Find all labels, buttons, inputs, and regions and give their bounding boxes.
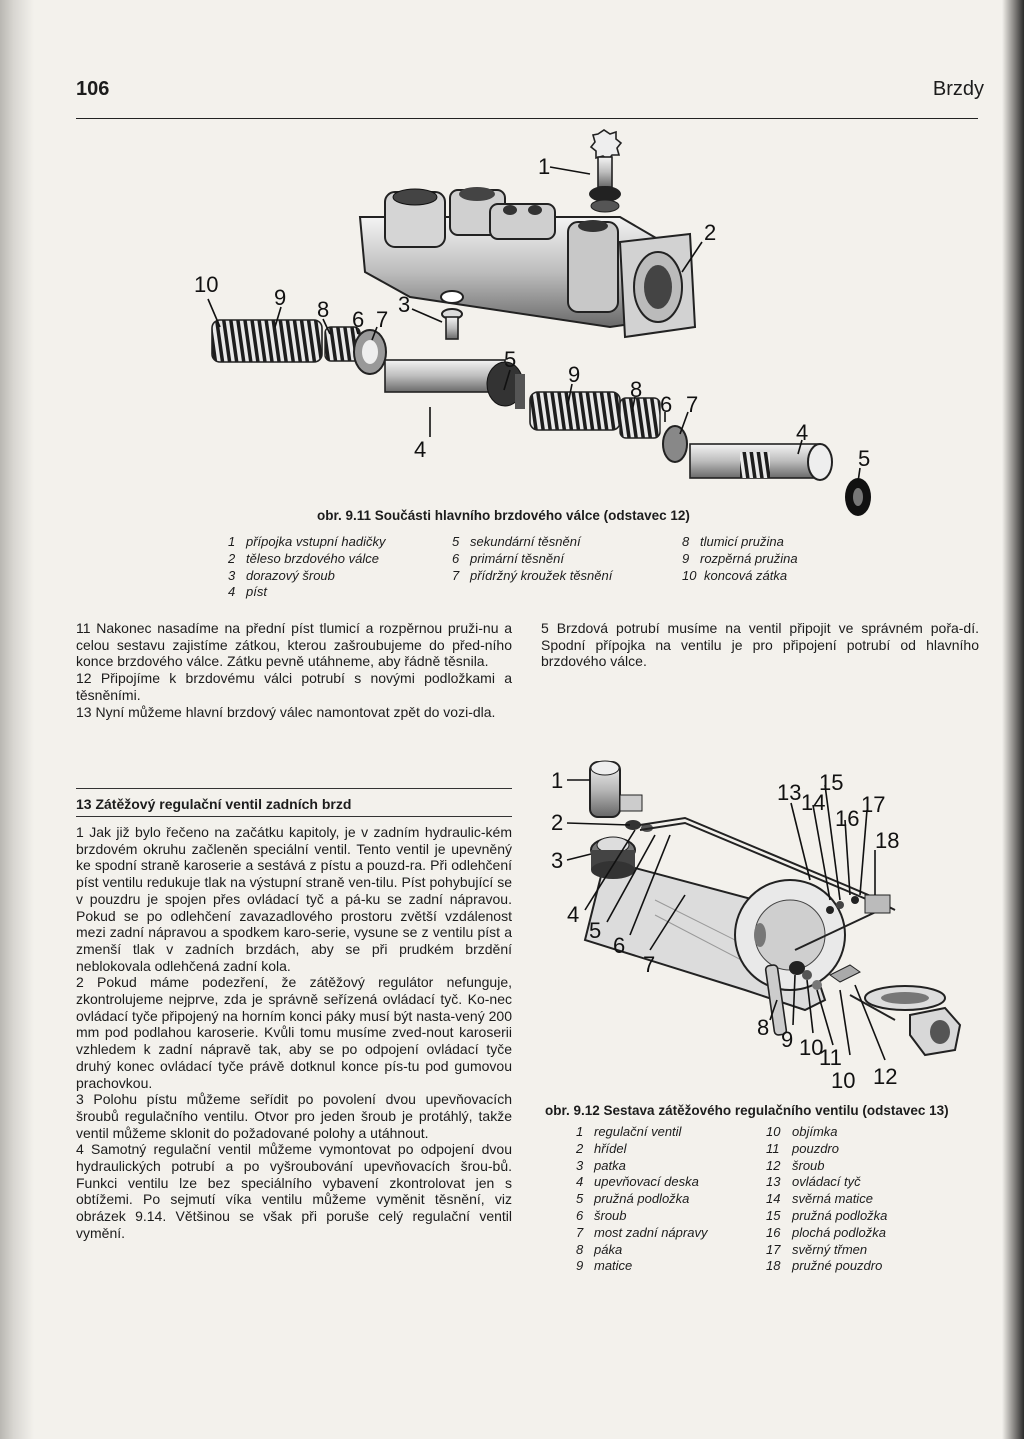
paragraph: 13 Nyní můžeme hlavní brzdový válec namontovat zpět do vozi-dla.	[76, 703, 496, 720]
figure-caption: obr. 9.12 Sestava zátěžového regulačního ventilu (odstavec 13)	[545, 1103, 949, 1118]
fig2-label: 6	[613, 933, 626, 958]
paragraph: 1 Jak již bylo řečeno na začátku kapitoly, je v zadním hydraulic-kém brzdovém okruhu začleněn speciální ventil. Tento ventil je upevněný ke spodní straně karoserie a sestává z pístu a pouzd-ra. Při odlehčení píst ventilu redukuje tlak na výstupní straně ven-tilu. Píst pohybující se v pouzdru je spojen přes ovládací tyč a pá-ku se zadní nápravou. Pokud se po odlehčení zavazadlového prostoru zvětší vzdálenost mezi zadní nápravou a spodkem karo-serie, vysune se z ventilu píst a zmenší tlak v zadních brzdách, aby se při prudkém brzdění neblokovala odlehčená zadní kola.	[76, 824, 512, 974]
legend-item: 3 patka	[576, 1157, 626, 1173]
fig2-label: 10	[799, 1035, 824, 1060]
paragraph: 11 Nakonec nasadíme na přední píst tlumicí a rozpěrnou pruži-nu a celou sestavu zajistíme zátkou, kterou zašroubujeme do před-ního konce brzdového válce. Zátku pevně utáhneme, aby řádně těsnila.	[76, 620, 512, 670]
legend-item: 2 hřídel	[576, 1140, 627, 1156]
fig2-label: 14	[801, 790, 826, 815]
fig1-label: 9	[568, 362, 581, 387]
figure-caption: obr. 9.11 Součásti hlavního brzdového válce (odstavec 12)	[317, 508, 690, 523]
legend-item: 6 primární těsnění	[452, 550, 564, 566]
cylinder-body	[360, 187, 695, 337]
legend-item: 12 šroub	[766, 1157, 825, 1173]
left-column-section	[76, 824, 512, 1242]
paragraph: 12 Připojíme k brzdovému válci potrubí s novými podložkami a těsněními.	[76, 670, 512, 703]
load-valve-drawing	[545, 750, 985, 1095]
legend-item: 9 matice	[576, 1258, 633, 1274]
pivot-housing-part	[850, 986, 960, 1055]
page-edge-shadow	[1002, 0, 1024, 1439]
fig2-label: 18	[875, 828, 900, 853]
legend-item: 18 pružné pouzdro	[766, 1258, 883, 1274]
inlet-connector-part	[589, 130, 621, 212]
legend-item: 1 regulační ventil	[576, 1124, 682, 1139]
page-number: 106	[76, 78, 110, 100]
legend-item: 8 páka	[576, 1241, 623, 1257]
primary-piston-assembly	[212, 320, 525, 409]
figure-legend	[576, 1124, 707, 1275]
legend-item: 7 přídržný kroužek těsnění	[452, 567, 613, 583]
fig1-label: 1	[538, 154, 551, 179]
fig2-label: 5	[589, 918, 602, 943]
fig2-label: 17	[861, 792, 886, 817]
fig1-label: 4	[414, 437, 427, 462]
fig1-label: 9	[274, 285, 287, 310]
legend-item: 4 upevňovací deska	[576, 1174, 699, 1190]
running-head: Brzdy	[932, 78, 984, 100]
fig1-label: 2	[704, 220, 717, 245]
header-rule	[76, 118, 978, 119]
fig2-label: 7	[643, 952, 656, 977]
paragraph: 3 Polohu pístu můžeme seřídit po povolení dvou upevňovacích šroubů regulačního ventilu. Otvor pro jeden šroub je protáhlý, takže ventil můžeme sklonit do požadované polohy a utáhnout.	[76, 1091, 512, 1141]
fig2-label: 15	[819, 770, 844, 795]
legend-item: 5 pružná podložka	[576, 1191, 690, 1207]
secondary-piston-assembly	[530, 392, 832, 480]
legend-item: 13 ovládací tyč	[766, 1174, 861, 1190]
fig2-label: 3	[551, 848, 564, 873]
figure-legend	[228, 534, 385, 601]
right-column-text	[541, 620, 979, 670]
fig2-label: 11	[819, 1045, 842, 1070]
fig1-label: 5	[858, 446, 871, 471]
figure-legend	[682, 534, 798, 584]
fig2-label: 16	[835, 806, 860, 831]
fig1-label: 10	[194, 272, 219, 297]
left-column-top	[76, 620, 512, 720]
legend-item: 10 objímka	[766, 1124, 838, 1139]
section-heading: 13 Zátěžový regulační ventil zadních brzd	[76, 796, 352, 812]
fig2-label: 9	[781, 1027, 794, 1052]
legend-item: 15 pružná podložka	[766, 1207, 888, 1223]
fig2-label: 2	[551, 810, 564, 835]
legend-item: 11 pouzdro	[766, 1140, 839, 1156]
legend-item: 1 přípojka vstupní hadičky	[228, 534, 386, 549]
fig1-label: 7	[686, 392, 699, 417]
legend-item: 17 svěrný třmen	[766, 1241, 868, 1257]
fig1-label: 6	[352, 307, 365, 332]
paragraph: 5 Brzdová potrubí musíme na ventil připojit ve správném pořa-dí. Spodní přípojka na ventilu je pro připojení potrubí od hlavního brzdového válce.	[541, 620, 979, 670]
section-rule	[76, 816, 512, 817]
fig1-label: 8	[317, 297, 330, 322]
fig1-label: 7	[376, 307, 389, 332]
fig1-label: 8	[630, 377, 643, 402]
legend-item: 2 těleso brzdového válce	[228, 550, 379, 566]
fig1-label: 6	[660, 392, 673, 417]
fig2-label: 12	[873, 1064, 898, 1089]
legend-item: 4 píst	[228, 584, 267, 600]
master-cylinder-drawing	[180, 122, 900, 522]
fig1-label: 4	[796, 420, 809, 445]
fig2-label: 4	[567, 902, 580, 927]
figure-legend	[452, 534, 612, 584]
regulator-valve-part	[590, 761, 653, 832]
stop-screw-part	[441, 291, 463, 339]
figure-load-valve	[545, 750, 985, 1095]
paragraph: 4 Samotný regulační ventil můžeme vymontovat po odpojení dvou hydraulických potrubí a po vyšroubování upevňovacích šrou-bů. Funkci ventilu lze bez speciálního vybavení zkontrolovat jen s obtížemi. Po sejmutí víka ventilu můžeme vyměnit těsnění, viz obrázek 9.14. Většinou se však při poruše celý regulační ventil vymění.	[76, 1141, 512, 1241]
legend-item: 10 koncová zátka	[682, 567, 788, 583]
legend-item: 9 rozpěrná pružina	[682, 550, 798, 566]
fig2-label: 13	[777, 780, 802, 805]
section-rule	[76, 788, 512, 789]
bracket-part	[591, 837, 635, 879]
fig2-label: 10	[831, 1068, 856, 1093]
legend-item: 5 sekundární těsnění	[452, 534, 581, 549]
fig1-label: 3	[398, 292, 411, 317]
fig1-label: 5	[504, 347, 517, 372]
legend-item: 6 šroub	[576, 1207, 627, 1223]
paragraph: 2 Pokud máme podezření, že zátěžový regulátor nefunguje, zkontrolujeme nejprve, zda je správně seřízená ovládací tyč. Ko-nec ovládací tyče připojený na horním konci páky musí být nasta-vený 200 mm pod podlahou karoserie. Kvůli tomu musíme zved-nout karoserii vzhledem k zadní nápravě tak, aby se po odpojení ovládací tyče druhý konec ovládací tyče právě dotknul konce pís-tu pod gumovou prachovkou.	[76, 974, 512, 1091]
legend-item: 3 dorazový šroub	[228, 567, 335, 583]
binding-shadow	[0, 0, 34, 1439]
legend-item: 16 plochá podložka	[766, 1224, 886, 1240]
legend-item: 8 tlumicí pružina	[682, 534, 784, 549]
fig2-label: 8	[757, 1015, 770, 1040]
legend-item: 7 most zadní nápravy	[576, 1224, 708, 1240]
figure-legend	[766, 1124, 887, 1275]
figure-master-cylinder	[180, 122, 900, 522]
fig2-label: 1	[551, 768, 564, 793]
legend-item: 14 svěrná matice	[766, 1191, 873, 1207]
